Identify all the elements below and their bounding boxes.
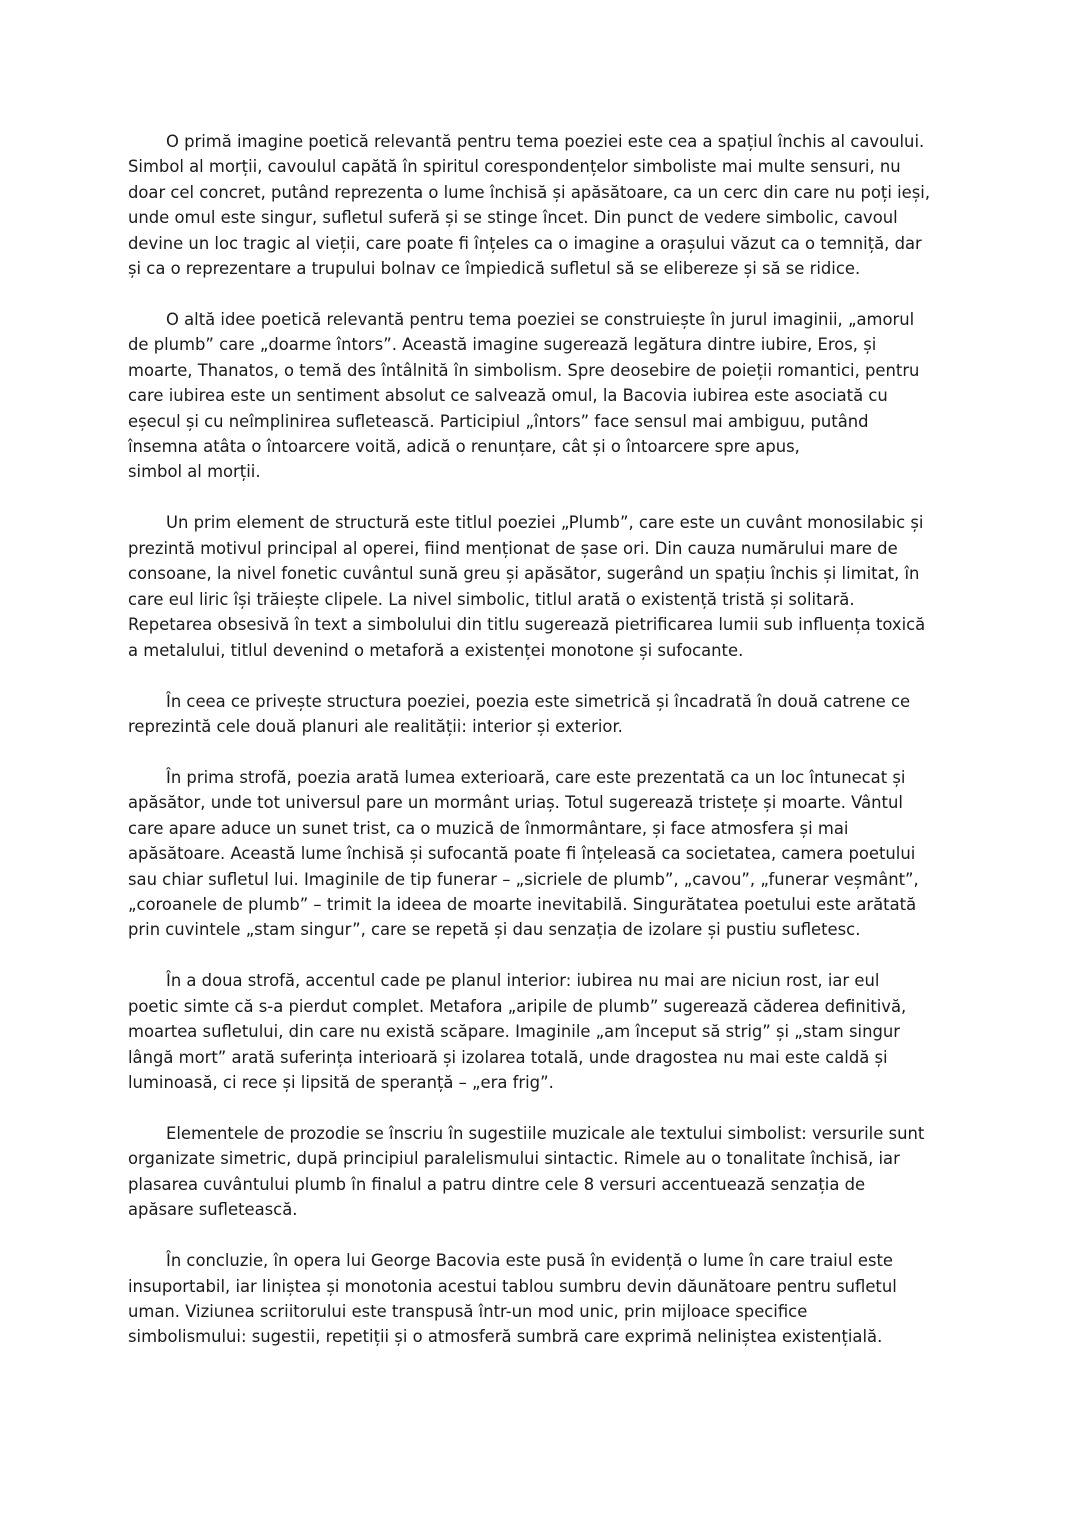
text-line: În prima strofă, poezia arată lumea exterioară, care este prezentată ca un loc întunecat și <box>166 767 906 787</box>
text-line: apăsătoare. Această lume închisă și sufocantă poate fi înțeleasă ca societatea, camera poetului <box>128 844 916 864</box>
text-line: insuportabil, iar liniștea și monotonia acestui tablou sumbru devin dăunătoare pentru sufletul <box>128 1276 897 1296</box>
text-line: Repetarea obsesivă în text a simbolului din titlu sugerează pietrificarea lumii sub influența toxică <box>128 615 926 635</box>
text-line: care iubirea este un sentiment absolut ce salvează omul, la Bacovia iubirea este asociată cu <box>128 386 888 406</box>
text-line: plasarea cuvântului plumb în finalul a patru dintre cele 8 versuri accentuează senzația de <box>128 1174 866 1194</box>
text-line: poetic simte că s-a pierdut complet. Metafora „aripile de plumb” sugerează căderea definitivă, <box>128 996 907 1016</box>
text-line: doar cel concret, putând reprezenta o lume închisă și apăsătoare, ca un cerc din care nu poți ieși, <box>128 182 931 202</box>
text-line: unde omul este singur, sufletul suferă și se stinge încet. Din punct de vedere simbolic, cavoul <box>128 208 898 228</box>
text-line: simbolismului: sugestii, repetiții și o atmosferă sumbră care exprimă neliniștea existențială. <box>128 1327 883 1347</box>
text-line: moartea sufletului, din care nu există scăpare. Imaginile „am început să strig” și „stam singur <box>128 1022 900 1042</box>
text-line: însemna atâta o întoarcere voită, adică o renunțare, cât și o întoarcere spre apus, <box>128 437 800 457</box>
text-line: moarte, Thanatos, o temă des întâlnită în simbolism. Spre deosebire de poieții romantici, pentru <box>128 360 920 380</box>
text-line: În ceea ce privește structura poeziei, poezia este simetrică și încadrată în două catrene ce <box>166 691 911 711</box>
text-line: consoane, la nivel fonetic cuvântul sună greu și apăsător, sugerând un spațiu închis și limitat, în <box>128 564 920 584</box>
paragraph-amorul <box>128 307 958 485</box>
paragraph-cavou <box>128 129 958 281</box>
text-line: care eul liric își trăiește clipele. La nivel simbolic, titlul arată o existență tristă și solitară. <box>128 589 855 609</box>
text-line: lângă mort” arată suferința interioară și izolarea totală, unde dragostea nu mai este caldă și <box>128 1047 888 1067</box>
paragraph-a-doua-strofa <box>128 968 958 1095</box>
text-line: apăsare sufletească. <box>128 1200 298 1220</box>
text-line: sau chiar sufletul lui. Imaginile de tip funerar – „sicriele de plumb”, „cavou”, „funerar veșmânt”, <box>128 869 919 889</box>
text-line: prin cuvintele „stam singur”, care se repetă și dau senzația de izolare și pustiu sufletesc. <box>128 920 861 940</box>
document-body <box>128 129 958 1375</box>
text-line: În a doua strofă, accentul cade pe planul interior: iubirea nu mai are niciun rost, iar eul <box>166 971 880 991</box>
text-line: organizate simetric, după principiul paralelismului sintactic. Rimele au o tonalitate închisă, iar <box>128 1149 900 1169</box>
paragraph-titlul <box>128 510 958 662</box>
text-line: uman. Viziunea scriitorului este transpusă într-un mod unic, prin mijloace specifice <box>128 1302 808 1321</box>
paragraph-prima-strofa <box>128 765 958 943</box>
text-line: O primă imagine poetică relevantă pentru tema poeziei este cea a spațiul închis al cavoului. <box>166 132 925 151</box>
text-line: luminoasă, ci rece și lipsită de speranță – „era frig”. <box>128 1072 554 1092</box>
text-line: de plumb” care „doarme întors”. Această imagine sugerează legătura dintre iubire, Eros, și <box>128 335 877 355</box>
text-line: și ca o reprezentare a trupului bolnav ce împiedică sufletul să se elibereze și să se ridice. <box>128 259 861 279</box>
text-line: Un prim element de structură este titlul poeziei „Plumb”, care este un cuvânt monosilabic și <box>166 513 924 533</box>
text-line: eșecul și cu neîmplinirea sufletească. Participiul „întors” face sensul mai ambiguu, putând <box>128 411 869 431</box>
text-line: reprezintă cele două planuri ale realității: interior și exterior. <box>128 716 623 736</box>
text-line: devine un loc tragic al vieții, care poate fi înțeles ca o imagine a orașului văzut ca o temniță, dar <box>128 233 922 253</box>
text-line: „coroanele de plumb” – trimit la ideea de moarte inevitabilă. Singurătatea poetului este arătată <box>128 894 917 914</box>
text-line: Simbol al morții, cavoulul capătă în spiritul corespondențelor simboliste mai multe sensuri, nu <box>128 157 901 177</box>
text-line: O altă idee poetică relevantă pentru tema poeziei se construiește în jurul imaginii, „amorul <box>166 310 915 330</box>
paragraph-structura <box>128 689 958 740</box>
text-line: care apare aduce un sunet trist, ca o muzică de înmormântare, și face atmosfera și mai <box>128 818 849 838</box>
text-line: a metalului, titlul devenind o metaforă a existenței monotone și sufocante. <box>128 640 744 660</box>
text-line: prezintă motivul principal al operei, fiind menționat de șase ori. Din cauza numărului mare de <box>128 538 898 558</box>
text-line: În concluzie, în opera lui George Bacovia este pusă în evidență o lume în care traiul este <box>166 1251 893 1271</box>
paragraph-prozodie <box>128 1121 958 1223</box>
text-line: apăsător, unde tot universul pare un mormânt uriaș. Totul sugerează tristețe și moarte. Vântul <box>128 793 903 813</box>
text-line: Elementele de prozodie se înscriu în sugestiile muzicale ale textului simbolist: versurile sunt <box>166 1123 925 1143</box>
text-line: simbol al morții. <box>128 462 261 482</box>
paragraph-concluzie <box>128 1248 958 1350</box>
